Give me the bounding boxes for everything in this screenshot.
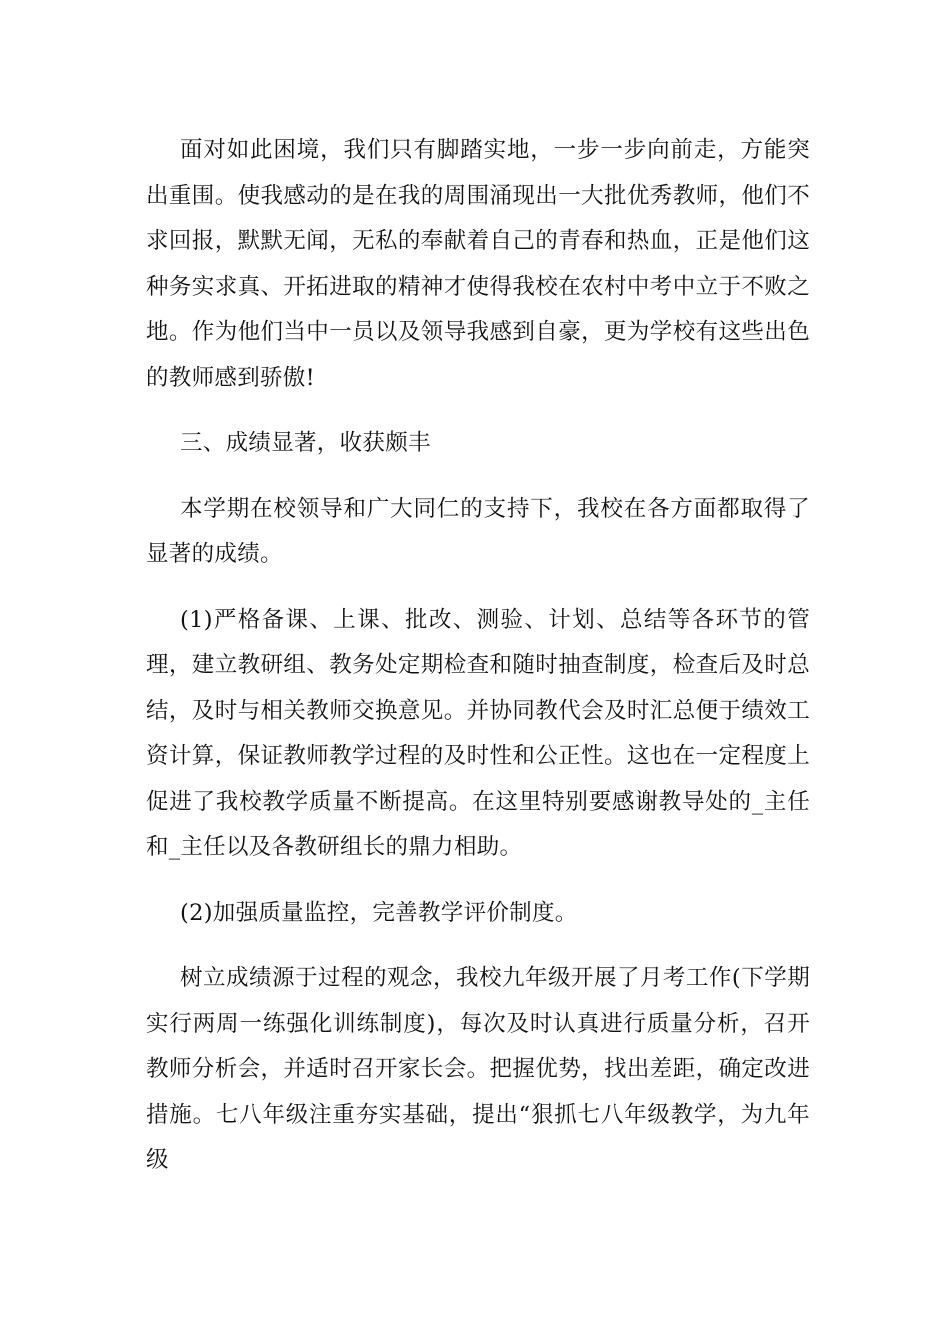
paragraph-teachers-dedication: 面对如此困境，我们只有脚踏实地，一步一步向前走，方能突出重围。使我感动的是在我的周围涌现出一大批优秀教师，他们不求回报，默默无闻，无私的奉献着自己的青春和热血，正是他们这种务实求真、开拓进取的精神才使得我校在农村中考中立于不败之地。作为他们当中一员以及领导我感到自豪，更为学校有这些出色的教师感到骄傲! [146,137,810,391]
paragraph-exam-process: 树立成绩源于过程的观念，我校九年级开展了月考工作(下学期实行两周一练强化训练制度)，每次及时认真进行质量分析，召开教师分析会，并适时召开家长会。把握优势，找出差距，确定改进措施。七八年级注重夯实基础，提出“狠抓七八年级教学，为九年级 [146,965,810,1173]
document-body [146,128,810,1204]
paragraph-item-1-management: (1)严格备课、上课、批改、测验、计划、总结等各环节的管理，建立教研组、教务处定期检查和随时抽查制度，检查后及时总结，及时与相关教师交换意见。并协同教代会及时汇总便于绩效工资计算，保证教师教学过程的及时性和公正性。这也在一定程度上促进了我校教学质量不断提高。在这里特别要感谢教导处的_主任和_主任以及各教研组长的鼎力相助。 [146,606,810,860]
paragraph-item-2-quality-monitoring: (2)加强质量监控，完善教学评价制度。 [180,899,578,926]
section-heading-achievements: 三、成绩显著，收获颇丰 [180,430,431,456]
paragraph-semester-results: 本学期在校领导和广大同仁的支持下，我校在各方面都取得了显著的成绩。 [146,495,810,567]
